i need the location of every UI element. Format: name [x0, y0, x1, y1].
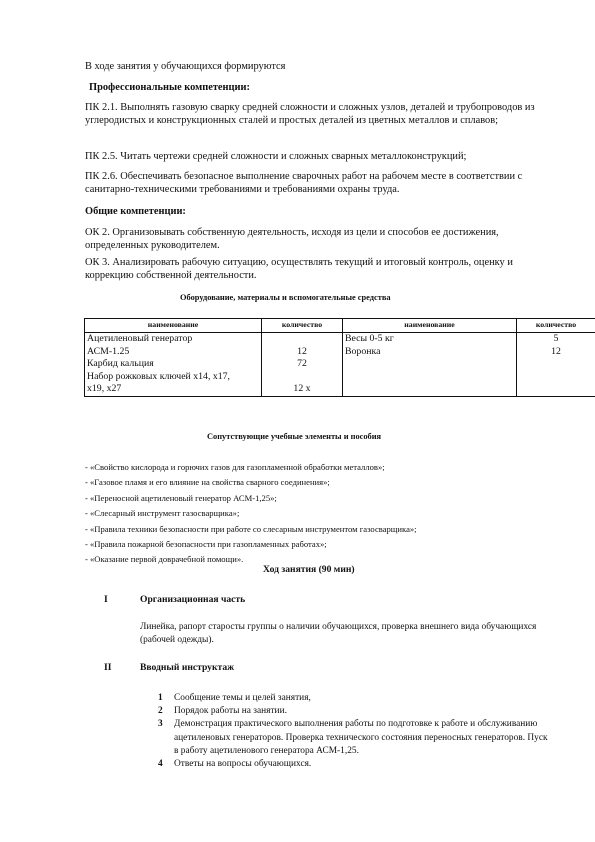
general-competencies-heading: Общие компетенции:	[85, 206, 186, 217]
list-item	[158, 718, 548, 758]
table-row	[85, 333, 595, 346]
step-number: 3	[158, 719, 163, 730]
header-name-1: наименование	[85, 319, 262, 333]
list-item	[158, 758, 548, 771]
step-text: Демонстрация практического выполнения работы по подготовке к работе и обслуживанию ацетиленовых генераторов. Проверка технического состояния переносных генераторов. Пуск в работу ацетиленового генератора АСМ-1,25.	[174, 719, 548, 756]
section-number-2: II	[104, 662, 112, 673]
list-item	[158, 692, 548, 705]
section-number-1: I	[104, 594, 108, 605]
table-row	[85, 358, 595, 371]
header-qty-2: количество	[517, 319, 595, 333]
table-cell: Весы 0-5 кг	[343, 333, 517, 346]
competency-ok-2: ОК 2. Организовывать собственную деятельность, исходя из цели и способов ее достижения, определенных руководителем.	[85, 227, 499, 252]
header-qty-1: количество	[262, 319, 343, 333]
aids-list	[85, 460, 417, 568]
table-cell: 12	[517, 346, 595, 359]
competency-pk-2-1: ПК 2.1. Выполнять газовую сварку средней сложности и сложных узлов, деталей и трубопроводов из углеродистых и конструкционных сталей и простых деталей из цветных металлов и сплавов;	[85, 102, 535, 127]
equipment-table	[84, 318, 595, 397]
table-cell	[262, 333, 343, 346]
table-cell	[343, 371, 517, 384]
list-item: - «Правила техники безопасности при работе со слесарным инструментом газосварщика»;	[85, 523, 417, 534]
list-item: - «Правила пожарной безопасности при газопламенных работах»;	[85, 539, 327, 550]
table-cell: Карбид кальция	[85, 358, 262, 371]
table-cell: Ацетиленовый генератор	[85, 333, 262, 346]
table-cell	[517, 383, 595, 396]
table-cell	[343, 383, 517, 396]
table-header-row	[85, 319, 595, 333]
step-text: Ответы на вопросы обучающихся.	[174, 759, 312, 770]
table-row	[85, 346, 595, 359]
step-number: 2	[158, 706, 163, 717]
header-name-2: наименование	[343, 319, 517, 333]
section-title-briefing: Вводный инструктаж	[140, 662, 235, 673]
step-text: Порядок работы на занятии.	[174, 706, 287, 717]
table-cell	[517, 358, 595, 371]
table-row	[85, 371, 595, 384]
competency-pk-2-6: ПК 2.6. Обеспечивать безопасное выполнение сварочных работ на рабочем месте в соответствии с санитарно-техническими требованиями и требованиями охраны труда.	[85, 171, 523, 196]
table-row	[85, 383, 595, 396]
table-cell: 72	[262, 358, 343, 371]
list-item: - «Газовое пламя и его влияние на свойства сварного соединения»;	[85, 477, 330, 488]
table-cell	[343, 358, 517, 371]
list-item: - «Слесарный инструмент газосварщика»;	[85, 508, 240, 519]
list-item: - «Оказание первой доврачебной помощи».	[85, 554, 244, 565]
competency-pk-2-5: ПК 2.5. Читать чертежи средней сложности и сложных сварных металлоконструкций;	[85, 151, 467, 162]
aids-title: Сопутствующие учебные элементы и пособия	[207, 432, 382, 441]
table-cell	[517, 371, 595, 384]
intro-text: В ходе занятия у обучающихся формируются	[85, 61, 286, 72]
organizational-text: Линейка, рапорт старосты группы о наличии обучающихся, проверка внешнего вида обучающихся (рабочей одежды).	[140, 622, 537, 646]
list-item: - «Свойство кислорода и горючих газов для газопламенной обработки металлов»;	[85, 462, 385, 472]
equipment-title: Оборудование, материалы и вспомогательные средства	[180, 293, 391, 302]
table-cell: 5	[517, 333, 595, 346]
step-number: 1	[158, 693, 163, 703]
table-cell: Набор рожковых ключей х14, х17,	[85, 371, 262, 384]
table-cell: х19, х27	[85, 383, 262, 396]
table-cell: 12	[262, 346, 343, 359]
table-cell: Воронка	[343, 346, 517, 359]
step-text: Сообщение темы и целей занятия,	[174, 693, 311, 703]
list-item: - «Переносной ацетиленовый генератор АСМ-1,25»;	[85, 492, 277, 503]
professional-competencies-heading: Профессиональные компетенции:	[89, 82, 250, 93]
section-title-organizational: Организационная часть	[140, 594, 246, 605]
table-cell	[262, 371, 343, 384]
step-number: 4	[158, 759, 163, 770]
competency-ok-3: ОК 3. Анализировать рабочую ситуацию, осуществлять текущий и итоговый контроль, оценку и коррекцию собственной деятельности.	[85, 257, 513, 282]
table-cell: 12 х	[262, 383, 343, 396]
lesson-title: Ход занятия (90 мин)	[263, 564, 355, 575]
briefing-steps	[158, 692, 548, 771]
table-cell: АСМ-1.25	[85, 346, 262, 359]
list-item	[158, 705, 548, 718]
